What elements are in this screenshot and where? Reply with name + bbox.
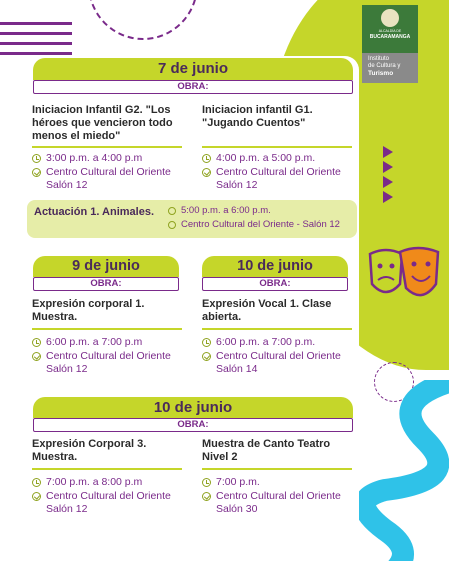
clock-icon (168, 207, 176, 215)
event-time: 7:00 p.m. (202, 476, 260, 489)
event-place: Centro Cultural del Oriente - Salón 12 (168, 219, 340, 230)
date-header: 10 de junio (33, 397, 353, 418)
clock-icon (32, 338, 41, 347)
event-title: Expresión Vocal 1. Clase abierta. (202, 298, 332, 323)
obra-label: OBRA: (33, 80, 353, 94)
event-time: 3:00 p.m. a 4:00 p.m (32, 152, 142, 165)
event-time: 4:00 p.m. a 5:00 p.m. (202, 152, 315, 165)
date-header: 9 de junio (33, 256, 179, 277)
obra-label: OBRA: (202, 277, 348, 291)
date-header: 10 de junio (202, 256, 348, 277)
check-circle-icon (202, 168, 211, 177)
dotted-arc-decoration (88, 0, 198, 40)
event-title: Expresión corporal 1. Muestra. (32, 298, 145, 323)
clock-icon (202, 154, 211, 163)
check-circle-icon (168, 221, 176, 229)
clock-icon (202, 478, 211, 487)
triangles-decoration (383, 146, 393, 206)
event-time: 5:00 p.m. a 6:00 p.m. (168, 205, 271, 216)
event-time: 7:00 p.m. a 8:00 p.m (32, 476, 142, 489)
city-seal-icon (381, 9, 399, 27)
event-place: Centro Cultural del Oriente Salón 12 (202, 166, 362, 192)
event-time: 6:00 p.m. a 7:00 p.m (32, 336, 142, 349)
event-place: Centro Cultural del Oriente Salón 12 (32, 490, 192, 516)
event-place: Centro Cultural del Oriente Salón 30 (202, 490, 362, 516)
institute-logo: ALCALDÍA DE BUCARAMANGA Instituto de Cultura y Turismo (362, 5, 418, 83)
obra-label: OBRA: (33, 418, 353, 432)
event-place: Centro Cultural del Oriente Salón 12 (32, 350, 192, 376)
theater-masks-icon (366, 244, 442, 308)
divider (202, 146, 352, 148)
obra-label: OBRA: (33, 277, 179, 291)
check-circle-icon (202, 492, 211, 501)
divider (32, 146, 182, 148)
clock-icon (202, 338, 211, 347)
event-place: Centro Cultural del Oriente Salón 12 (32, 166, 192, 192)
divider (32, 468, 182, 470)
clock-icon (32, 478, 41, 487)
event-title: Expresión Corporal 3. Muestra. (32, 438, 147, 463)
divider (32, 328, 182, 330)
event-place: Centro Cultural del Oriente Salón 14 (202, 350, 362, 376)
date-header: 7 de junio (33, 58, 353, 80)
event-title: Muestra de Canto Teatro Nivel 2 (202, 438, 331, 463)
divider (202, 328, 352, 330)
check-circle-icon (202, 352, 211, 361)
event-title: Iniciacion Infantil G2. "Los héroes que vencieron todo menos el miedo" (32, 104, 173, 142)
divider (202, 468, 352, 470)
check-circle-icon (32, 492, 41, 501)
check-circle-icon (32, 352, 41, 361)
clock-icon (32, 154, 41, 163)
event-time: 6:00 p.m. a 7:00 p.m. (202, 336, 315, 349)
event-title: Iniciacion infantil G1. "Jugando Cuentos" (202, 104, 313, 129)
check-circle-icon (32, 168, 41, 177)
blue-wave-decoration (345, 380, 449, 561)
event-title: Actuación 1. Animales. (34, 206, 155, 218)
